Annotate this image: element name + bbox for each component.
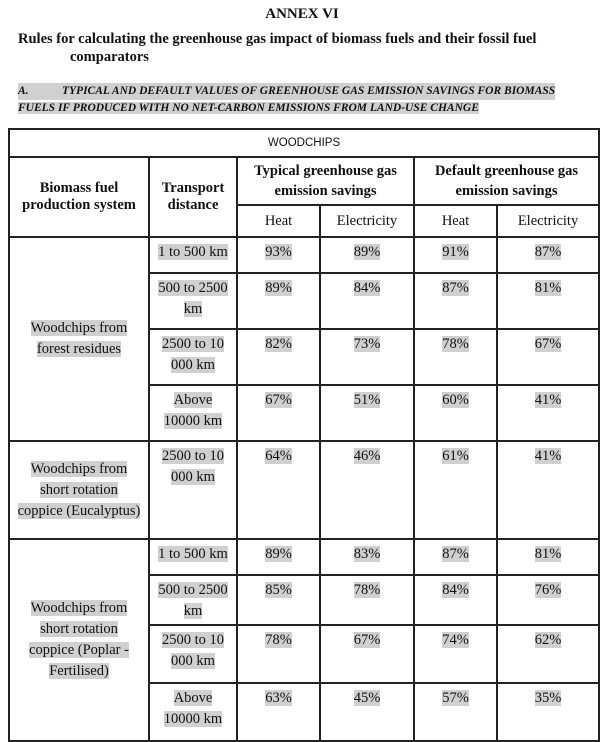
transport-distance-cell [149, 441, 237, 539]
header-typical-savings: Typical greenhouse gas emission savings [237, 157, 414, 205]
default-electricity-value: 87% [534, 244, 562, 260]
rules-heading-line1: Rules for calculating the greenhouse gas impact of biomass fuels and their fossil fuel [18, 31, 537, 47]
header-typical-electricity: Electricity [320, 205, 414, 237]
production-system-label: Woodchips from forest residues [30, 320, 128, 357]
default-electricity-value: 41% [534, 448, 562, 464]
typical-electricity-value: 73% [353, 336, 381, 352]
production-system-cell [9, 441, 149, 539]
typical-heat-value: 82% [265, 336, 292, 352]
default-electricity-value: 81% [534, 280, 562, 296]
typical-electricity-cell [320, 625, 414, 683]
section-line1: TYPICAL AND DEFAULT VALUES OF GREENHOUSE GAS EMISSION SAVINGS FOR BIOMASS [62, 83, 555, 100]
default-electricity-cell [497, 385, 599, 441]
typical-electricity-value: 67% [353, 632, 381, 648]
default-heat-value: 84% [442, 582, 469, 598]
header-default-heat: Heat [414, 205, 497, 237]
transport-distance-cell [149, 329, 237, 385]
default-electricity-value: 35% [534, 690, 562, 706]
typical-electricity-value: 89% [353, 244, 381, 260]
default-electricity-cell [497, 329, 599, 385]
typical-electricity-value: 78% [353, 582, 381, 598]
transport-distance-cell [149, 273, 237, 329]
default-heat-value: 78% [442, 336, 469, 352]
transport-distance-cell [149, 385, 237, 441]
typical-heat-cell [237, 385, 320, 441]
transport-distance-cell [149, 539, 237, 575]
typical-electricity-cell [320, 575, 414, 625]
typical-electricity-value: 51% [353, 392, 381, 408]
table-row [9, 237, 599, 273]
typical-heat-value: 64% [265, 448, 292, 464]
production-system-cell [9, 237, 149, 441]
typical-heat-cell [237, 273, 320, 329]
transport-distance-value: 1 to 500 km [158, 244, 228, 260]
default-electricity-cell [497, 273, 599, 329]
default-heat-value: 74% [442, 632, 469, 648]
default-heat-value: 87% [442, 280, 469, 296]
transport-distance-cell [149, 625, 237, 683]
typical-heat-cell [237, 441, 320, 539]
typical-electricity-cell [320, 539, 414, 575]
default-heat-cell [414, 683, 497, 741]
typical-electricity-cell [320, 273, 414, 329]
transport-distance-value: Above 10000 km [163, 690, 223, 727]
rules-heading-line2: comparators [70, 49, 149, 65]
typical-heat-value: 93% [265, 244, 292, 260]
typical-electricity-cell [320, 441, 414, 539]
default-heat-value: 87% [442, 546, 469, 562]
typical-heat-value: 63% [265, 690, 292, 706]
default-heat-cell [414, 441, 497, 539]
typical-electricity-value: 83% [353, 546, 381, 562]
default-electricity-value: 76% [534, 582, 562, 598]
typical-heat-value: 67% [265, 392, 292, 408]
typical-electricity-cell [320, 385, 414, 441]
production-system-cell [9, 539, 149, 741]
default-electricity-cell [497, 441, 599, 539]
table-row [9, 441, 599, 539]
transport-distance-value: 2500 to 10 000 km [161, 336, 225, 373]
transport-distance-cell [149, 575, 237, 625]
default-heat-cell [414, 237, 497, 273]
typical-heat-value: 85% [265, 582, 292, 598]
default-heat-cell [414, 539, 497, 575]
header-typical-heat: Heat [237, 205, 320, 237]
transport-distance-value: 2500 to 10 000 km [161, 448, 225, 485]
table-row [9, 539, 599, 575]
default-electricity-value: 62% [534, 632, 562, 648]
default-electricity-cell [497, 683, 599, 741]
typical-heat-value: 78% [265, 632, 292, 648]
table-body [9, 237, 599, 741]
typical-heat-value: 89% [265, 546, 292, 562]
default-electricity-cell [497, 575, 599, 625]
header-default-electricity: Electricity [497, 205, 599, 237]
typical-heat-cell [237, 625, 320, 683]
typical-electricity-cell [320, 237, 414, 273]
default-heat-cell [414, 385, 497, 441]
transport-distance-cell [149, 683, 237, 741]
transport-distance-value: 500 to 2500 km [158, 280, 228, 317]
default-heat-value: 91% [442, 244, 469, 260]
default-electricity-value: 41% [534, 392, 562, 408]
typical-electricity-value: 84% [353, 280, 381, 296]
typical-electricity-cell [320, 329, 414, 385]
transport-distance-value: Above 10000 km [163, 392, 223, 429]
production-system-label: Woodchips from short rotation coppice (Eucalyptus) [17, 460, 141, 519]
transport-distance-value: 2500 to 10 000 km [161, 632, 225, 669]
transport-distance-value: 500 to 2500 km [158, 582, 228, 619]
default-heat-cell [414, 625, 497, 683]
default-electricity-value: 81% [534, 546, 562, 562]
default-electricity-cell [497, 539, 599, 575]
section-letter: A. [18, 83, 62, 100]
default-heat-cell [414, 329, 497, 385]
section-line2: FUELS IF PRODUCED WITH NO NET-CARBON EMISSIONS FROM LAND-USE CHANGE [18, 102, 479, 114]
default-heat-value: 61% [442, 448, 469, 464]
typical-electricity-value: 45% [353, 690, 381, 706]
typical-heat-cell [237, 575, 320, 625]
header-production-system: Biomass fuel production system [9, 157, 149, 237]
woodchips-table [8, 128, 600, 742]
typical-electricity-cell [320, 683, 414, 741]
default-electricity-cell [497, 237, 599, 273]
header-transport-distance: Transport distance [149, 157, 237, 237]
production-system-label: Woodchips from short rotation coppice (Poplar - Fertilised) [29, 600, 129, 679]
default-heat-cell [414, 273, 497, 329]
rules-heading [18, 30, 598, 66]
typical-electricity-value: 46% [353, 448, 381, 464]
typical-heat-cell [237, 539, 320, 575]
default-heat-value: 60% [442, 392, 469, 408]
typical-heat-value: 89% [265, 280, 292, 296]
header-default-savings: Default greenhouse gas emission savings [414, 157, 599, 205]
transport-distance-cell [149, 237, 237, 273]
default-heat-cell [414, 575, 497, 625]
transport-distance-value: 1 to 500 km [158, 546, 228, 562]
typical-heat-cell [237, 683, 320, 741]
typical-heat-cell [237, 329, 320, 385]
section-heading [18, 83, 602, 117]
table-caption: WOODCHIPS [9, 129, 599, 157]
annex-title: ANNEX VI [265, 6, 339, 22]
default-electricity-cell [497, 625, 599, 683]
default-electricity-value: 67% [534, 336, 562, 352]
typical-heat-cell [237, 237, 320, 273]
default-heat-value: 57% [442, 690, 469, 706]
